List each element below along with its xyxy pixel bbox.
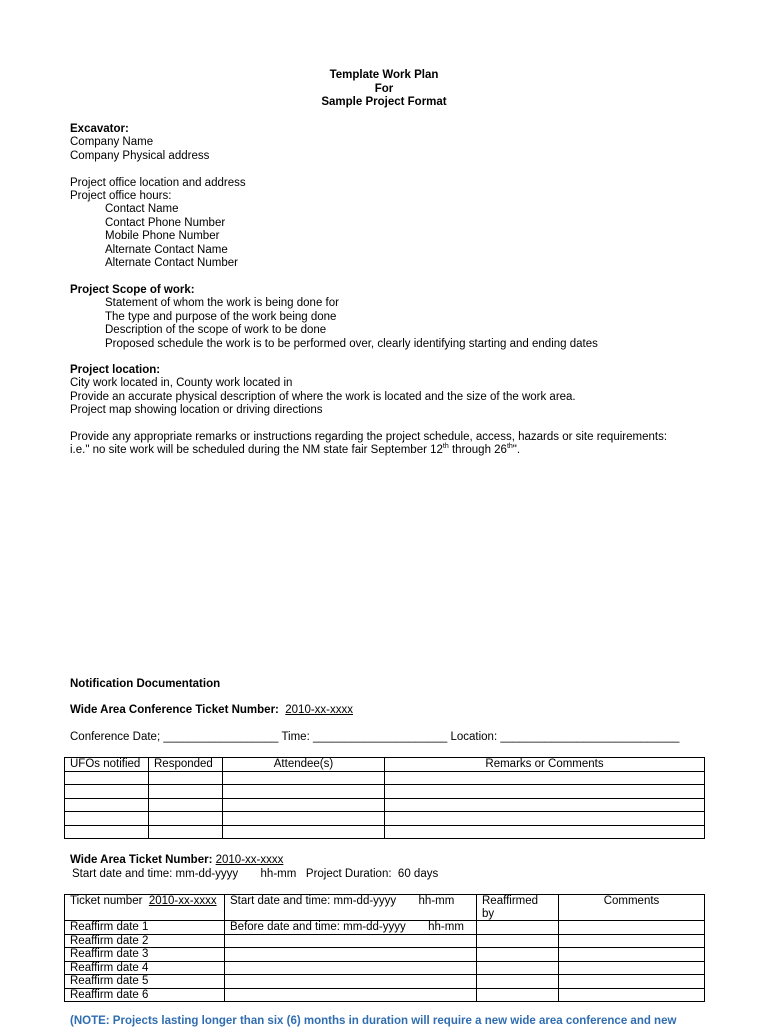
ticket-number-cell	[65, 895, 225, 921]
table-cell[interactable]	[149, 771, 223, 785]
conference-details-line: Conference Date; __________________ Time: _____________________ Location: ____________________________	[70, 731, 680, 743]
table-row	[65, 948, 705, 962]
table-row	[65, 934, 705, 948]
ticket-table-header	[65, 895, 705, 921]
contact-item: Alternate Contact Name	[105, 243, 228, 256]
location-line: City work located in, County work located in	[70, 377, 293, 390]
remarks-section	[70, 431, 667, 458]
reaffirmed-by-header	[477, 895, 559, 921]
location-section	[70, 364, 576, 418]
table-cell[interactable]	[559, 975, 705, 989]
table-cell[interactable]	[559, 934, 705, 948]
table-cell[interactable]	[477, 961, 559, 975]
company-address: Company Physical address	[70, 149, 210, 162]
table-cell[interactable]	[65, 785, 149, 799]
table-cell[interactable]	[223, 812, 385, 826]
wide-ticket-value: 2010-xx-xxxx	[215, 854, 284, 866]
doc-title-line1: Template Work Plan	[329, 69, 439, 81]
table-cell[interactable]	[149, 785, 223, 799]
table-cell[interactable]	[385, 785, 705, 799]
wide-ticket-line	[70, 854, 283, 867]
table-cell[interactable]	[477, 934, 559, 948]
conference-table	[64, 757, 705, 839]
remarks-text-c: ".	[512, 444, 521, 457]
conference-ticket-label: Wide Area Conference Ticket Number:	[70, 704, 279, 716]
table-cell[interactable]	[223, 798, 385, 812]
reaffirm-date-label: Reaffirm date 1	[65, 921, 225, 935]
remarks-text-b: through 26	[448, 444, 507, 457]
table-cell[interactable]	[65, 771, 149, 785]
col-header-ufos: UFOs notified	[65, 758, 149, 772]
scope-item: The type and purpose of the work being done	[105, 310, 337, 323]
reaffirm-date-label: Reaffirm date 5	[65, 975, 225, 989]
col-header-responded: Responded	[149, 758, 223, 772]
col-header-remarks: Remarks or Comments	[385, 758, 705, 772]
table-cell[interactable]	[385, 798, 705, 812]
table-row	[65, 798, 705, 812]
table-row	[65, 988, 705, 1002]
location-heading: Project location:	[70, 364, 161, 376]
location-line: Project map showing location or driving directions	[70, 404, 323, 417]
table-cell[interactable]	[385, 771, 705, 785]
scope-section	[70, 284, 598, 351]
remarks-text-a: i.e." no site work will be scheduled during the NM state fair September 12	[70, 444, 443, 457]
table-cell[interactable]	[223, 825, 385, 839]
contact-item: Mobile Phone Number	[105, 230, 220, 243]
table-cell[interactable]	[65, 812, 149, 826]
table-cell[interactable]	[477, 948, 559, 962]
contact-item: Contact Name	[105, 203, 179, 216]
table-cell[interactable]	[65, 798, 149, 812]
table-cell[interactable]	[225, 961, 477, 975]
table-cell[interactable]	[385, 812, 705, 826]
table-row	[65, 771, 705, 785]
table-cell[interactable]	[559, 988, 705, 1002]
notification-heading: Notification Documentation	[70, 678, 221, 690]
table-cell[interactable]	[223, 785, 385, 799]
contact-item: Contact Phone Number	[105, 216, 226, 229]
scope-item: Statement of whom the work is being done for	[105, 297, 339, 310]
location-line: Provide an accurate physical description of where the work is located and the size of the work area.	[70, 390, 576, 403]
before-date-cell: Before date and time: mm-dd-yyyy hh-mm	[225, 921, 477, 935]
excavator-section	[70, 123, 246, 270]
table-cell[interactable]	[559, 921, 705, 935]
reaffirm-date-label: Reaffirm date 4	[65, 961, 225, 975]
table-row	[65, 812, 705, 826]
doc-title-line3: Sample Project Format	[321, 96, 447, 108]
table-cell[interactable]	[225, 988, 477, 1002]
col-header-attendees: Attendee(s)	[223, 758, 385, 772]
start-date-header: Start date and time: mm-dd-yyyy hh-mm	[225, 895, 477, 921]
conference-ticket-line	[70, 704, 353, 717]
table-row	[65, 785, 705, 799]
duration-note: (NOTE: Projects lasting longer than six (6) months in duration will require a new wide area conference and new	[70, 1015, 677, 1027]
ticket-number-value: 2010-xx-xxxx	[148, 895, 217, 907]
start-date-line: Start date and time: mm-dd-yyyy hh-mm Project Duration: 60 days	[72, 868, 439, 880]
office-location: Project office location and address	[70, 176, 246, 189]
table-cell[interactable]	[149, 825, 223, 839]
conference-table-header	[65, 758, 705, 772]
table-cell[interactable]	[477, 975, 559, 989]
table-cell[interactable]	[477, 988, 559, 1002]
table-cell[interactable]	[385, 825, 705, 839]
ticket-table	[64, 894, 705, 1002]
table-cell[interactable]	[225, 975, 477, 989]
reaffirmed-label: Reaffirmed	[482, 895, 539, 907]
table-cell[interactable]	[223, 771, 385, 785]
table-cell[interactable]	[149, 812, 223, 826]
table-row	[65, 921, 705, 935]
table-cell[interactable]	[149, 798, 223, 812]
table-row	[65, 825, 705, 839]
table-cell[interactable]	[559, 948, 705, 962]
scope-heading: Project Scope of work:	[70, 284, 195, 296]
wide-ticket-label: Wide Area Ticket Number:	[70, 854, 213, 866]
table-cell[interactable]	[225, 934, 477, 948]
conference-ticket-value: 2010-xx-xxxx	[285, 704, 354, 716]
office-hours: Project office hours:	[70, 190, 172, 203]
remarks-line1: Provide any appropriate remarks or instructions regarding the project schedule, access, hazards or site requirements:	[70, 431, 668, 443]
table-row	[65, 961, 705, 975]
table-row	[65, 975, 705, 989]
table-cell[interactable]	[477, 921, 559, 935]
doc-title-line2: For	[374, 83, 394, 95]
remarks-sup-2: th	[506, 443, 513, 451]
reaffirmed-by-label: by	[482, 907, 495, 920]
comments-header: Comments	[559, 895, 705, 921]
reaffirm-date-label: Reaffirm date 6	[65, 988, 225, 1002]
excavator-heading: Excavator:	[70, 123, 129, 135]
ticket-number-label: Ticket number	[70, 895, 143, 907]
remarks-line2	[70, 444, 667, 457]
scope-item: Description of the scope of work to be done	[105, 324, 327, 337]
scope-item: Proposed schedule the work is to be performed over, clearly identifying starting and ending dates	[105, 337, 598, 350]
table-cell[interactable]	[559, 961, 705, 975]
remarks-sup-1: th	[442, 443, 449, 451]
reaffirm-date-label: Reaffirm date 3	[65, 948, 225, 962]
company-name: Company Name	[70, 136, 154, 149]
reaffirm-date-label: Reaffirm date 2	[65, 934, 225, 948]
table-cell[interactable]	[225, 948, 477, 962]
contact-item: Alternate Contact Number	[105, 257, 238, 270]
table-cell[interactable]	[65, 825, 149, 839]
